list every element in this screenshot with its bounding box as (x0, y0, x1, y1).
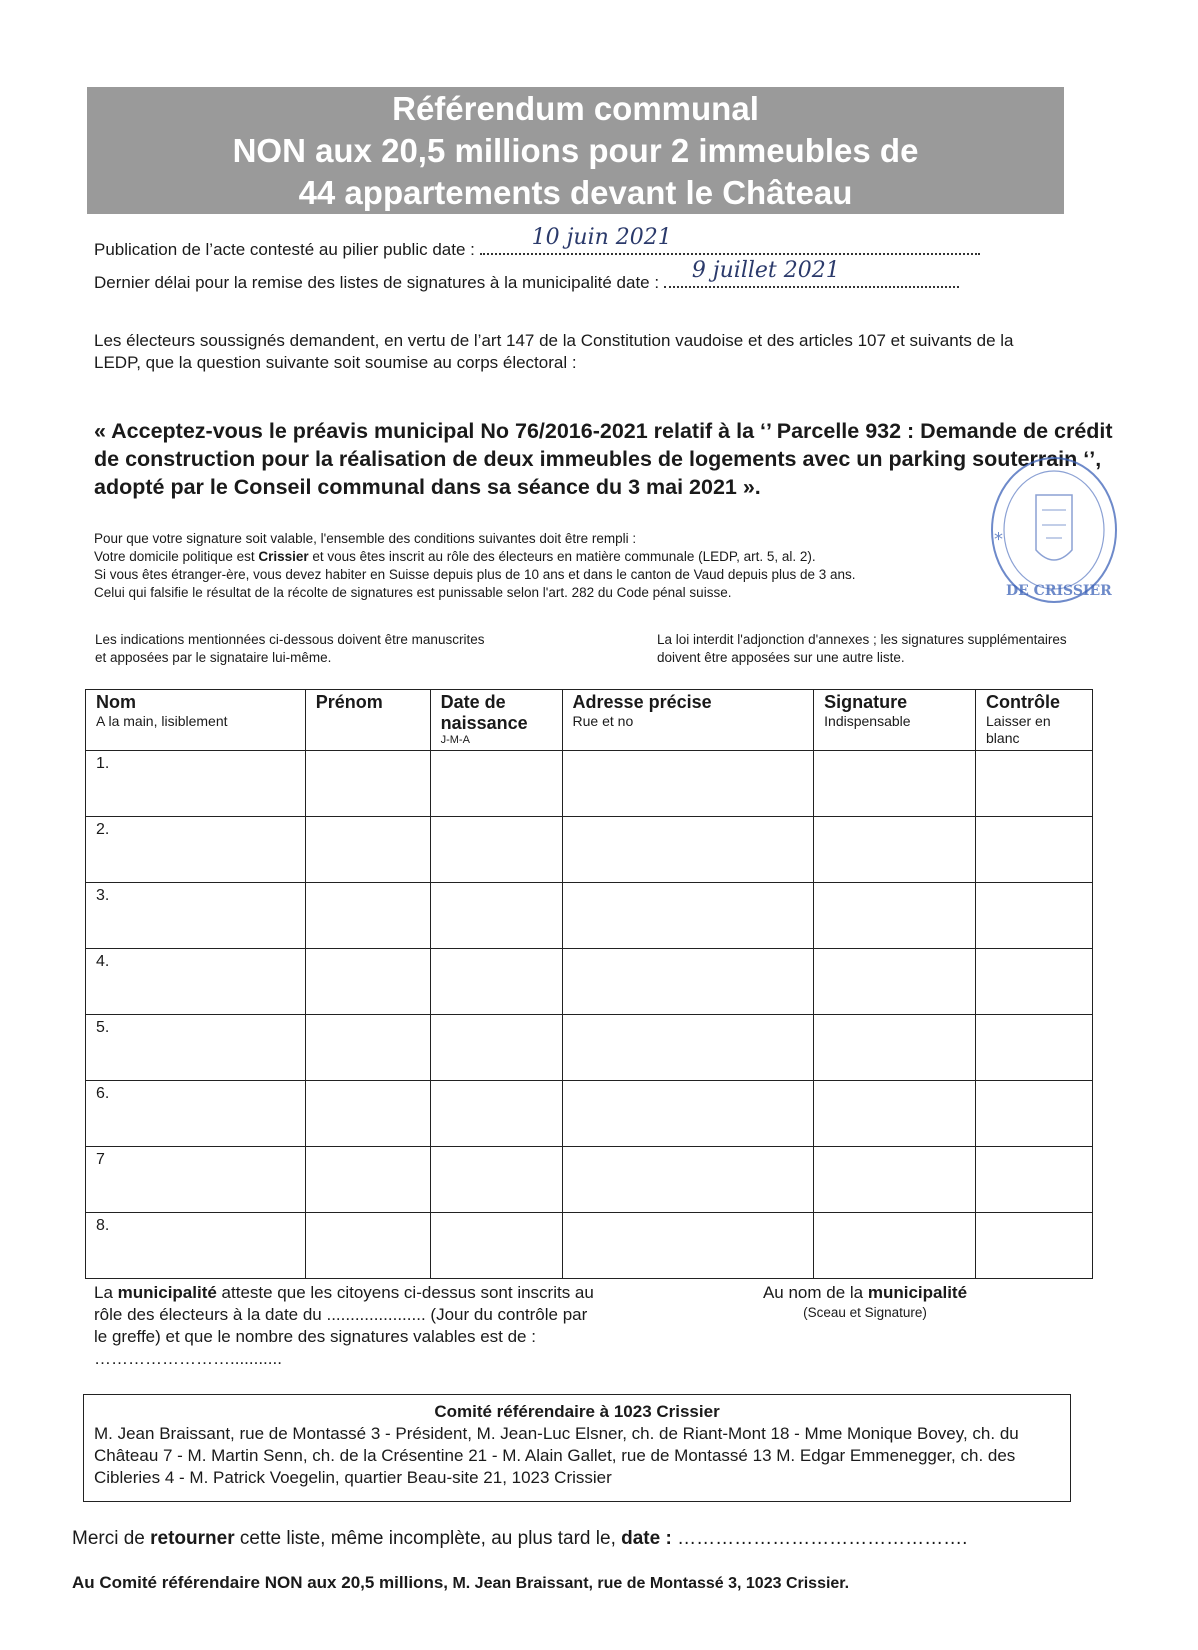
col-nom-sub: A la main, lisiblement (96, 713, 228, 729)
note-handwritten: Les indications mentionnées ci-dessous doivent être manuscrites et apposées par le signataire lui-même. (95, 632, 485, 665)
return-instruction (72, 1528, 967, 1550)
table-cell[interactable] (814, 751, 976, 817)
table-cell[interactable] (430, 1147, 562, 1213)
return-date-label: date : (621, 1528, 672, 1549)
table-cell[interactable] (305, 817, 430, 883)
table-cell[interactable] (814, 883, 976, 949)
table-cell (976, 883, 1093, 949)
col-date-naissance (430, 690, 562, 751)
condition-penalty: Celui qui falsifie le résultat de la récolte de signatures est punissable selon l'art. 282 du Code pénal suisse. (94, 585, 732, 600)
table-header-row (86, 690, 1093, 751)
table-cell[interactable] (430, 883, 562, 949)
return-address-committee: Au Comité référendaire NON aux 20,5 millions, (72, 1573, 449, 1592)
intro-paragraph: Les électeurs soussignés demandent, en vertu de l’art 147 de la Constitution vaudoise et des articles 107 et suivants de la LEDP, que la question suivante soit soumise au corps électoral : (94, 331, 1014, 372)
municipality-attestation (94, 1282, 604, 1370)
municipality-pre: Au nom de la (762, 1283, 868, 1302)
table-cell (976, 1015, 1093, 1081)
validity-conditions (94, 530, 1054, 602)
table-cell[interactable] (430, 751, 562, 817)
col-controle-sub: Laisser en blanc (986, 713, 1051, 746)
municipality-signature-block (720, 1282, 1010, 1322)
committee-box (83, 1394, 1071, 1502)
col-controle (976, 690, 1093, 751)
title-banner (87, 87, 1064, 214)
table-row (86, 1081, 1093, 1147)
row-number-cell[interactable]: 7 (86, 1147, 306, 1213)
banner-line-1: Référendum communal (392, 89, 759, 127)
table-cell[interactable] (305, 1213, 430, 1279)
deadline-label: Dernier délai pour la remise des listes de signatures à la municipalité date : (94, 273, 660, 292)
col-signature (814, 690, 976, 751)
table-cell[interactable] (305, 1147, 430, 1213)
table-cell (976, 751, 1093, 817)
attestation-bold: municipalité (117, 1283, 217, 1302)
condition-domicile (94, 548, 1054, 566)
return-address-person: M. Jean Braissant, rue de Montassé 3, 1023 Crissier. (448, 1575, 850, 1592)
svg-text:*: * (994, 529, 1003, 550)
table-row (86, 751, 1093, 817)
table-row (86, 883, 1093, 949)
table-cell[interactable] (562, 751, 814, 817)
table-cell[interactable] (430, 1213, 562, 1279)
col-adresse (562, 690, 814, 751)
return-address (72, 1573, 849, 1593)
committee-title: Comité référendaire à 1023 Crissier (434, 1402, 720, 1421)
table-cell[interactable] (562, 817, 814, 883)
table-cell[interactable] (430, 949, 562, 1015)
table-cell[interactable] (562, 1015, 814, 1081)
deadline-date-field[interactable] (664, 258, 959, 288)
col-date-title: Date de naissance (440, 692, 528, 733)
committee-members: M. Jean Braissant, rue de Montassé 3 - Président, M. Jean-Luc Elsner, ch. de Riant-Mont 18 - Mme Monique Bovey, ch. du Château 7 - M. Martin Senn, ch. de la Crésentine 21 - M. Alain Gallet, rue de Montassé 13 M. Edgar Emmenegger, ch. des Cibleries 4 - M. Patrick Voegelin, quartier Beau-site 21, 1023 Crissier (94, 1424, 1019, 1487)
deadline-handwritten-date: 9 juillet 2021 (691, 258, 840, 283)
publication-line (94, 225, 980, 260)
col-date-format: J-M-A (440, 734, 470, 746)
stamp-text: DE CRISSIER (1006, 583, 1112, 599)
col-prenom (305, 690, 430, 751)
table-cell[interactable] (305, 1015, 430, 1081)
table-cell[interactable] (814, 1015, 976, 1081)
table-cell (976, 1147, 1093, 1213)
attestation-post: atteste que les citoyens ci-dessus sont inscrits au rôle des électeurs à la date du ..................... (94, 1283, 594, 1324)
table-cell[interactable] (305, 751, 430, 817)
deadline-line (94, 258, 959, 293)
col-adresse-title: Adresse précise (572, 692, 712, 712)
col-nom (86, 690, 306, 751)
condition-foreigner: Si vous êtes étranger-ère, vous devez habiter en Suisse depuis plus de 10 ans et dans le canton de Vaud depuis plus de 3 ans. (94, 567, 856, 582)
referendum-question: « Acceptez-vous le préavis municipal No 76/2016-2021 relatif à la ‘’ Parcelle 932 : Demande de crédit de construction pour la réalisation de deux immeubles de logements avec un parking souterrain ‘’, adopté par le Conseil communal dans sa séance du 3 mai 2021 ». (94, 419, 1113, 499)
condition-domicile-bold: Crissier (258, 549, 309, 564)
signature-table (85, 689, 1093, 1279)
row-number-cell[interactable]: 1. (86, 751, 306, 817)
col-nom-title: Nom (96, 692, 136, 712)
row-number-cell[interactable]: 3. (86, 883, 306, 949)
table-cell[interactable] (305, 1081, 430, 1147)
table-cell[interactable] (814, 1081, 976, 1147)
table-cell[interactable] (562, 1213, 814, 1279)
table-cell[interactable] (305, 949, 430, 1015)
table-cell[interactable] (562, 949, 814, 1015)
table-cell[interactable] (430, 1015, 562, 1081)
table-cell[interactable] (814, 817, 976, 883)
table-cell[interactable] (305, 883, 430, 949)
col-adresse-sub: Rue et no (572, 713, 634, 729)
return-bold: retourner (150, 1528, 235, 1549)
table-cell[interactable] (562, 883, 814, 949)
attestation-line2: (Jour du contrôle par le greffe) et que le nombre des signatures valables est de : ……………………........... (94, 1305, 588, 1368)
publication-label: Publication de l’acte contesté au pilier public date : (94, 240, 475, 259)
municipal-stamp (984, 450, 1134, 625)
return-pre: Merci de (72, 1528, 151, 1549)
municipality-heading (720, 1282, 1010, 1304)
municipality-bold: municipalité (867, 1283, 968, 1302)
table-cell (976, 817, 1093, 883)
table-row (86, 817, 1093, 883)
table-cell[interactable] (814, 1213, 976, 1279)
col-prenom-title: Prénom (315, 692, 383, 712)
row-number-cell[interactable]: 2. (86, 817, 306, 883)
row-number-cell[interactable]: 6. (86, 1081, 306, 1147)
table-cell[interactable] (814, 949, 976, 1015)
table-cell[interactable] (562, 1081, 814, 1147)
attestation-pre: La (94, 1283, 118, 1302)
return-mid: cette liste, même incomplète, au plus tard le, (234, 1528, 622, 1549)
table-cell[interactable] (430, 1081, 562, 1147)
col-signature-sub: Indispensable (824, 713, 911, 729)
condition-domicile-post: et vous êtes inscrit au rôle des électeurs en matière communale (LEDP, art. 5, al. 2). (308, 549, 816, 564)
row-number-cell[interactable]: 5. (86, 1015, 306, 1081)
publication-date-field[interactable] (480, 225, 980, 255)
table-cell (976, 1081, 1093, 1147)
table-cell (976, 949, 1093, 1015)
table-row (86, 1015, 1093, 1081)
table-row (86, 1147, 1093, 1213)
col-controle-title: Contrôle (986, 692, 1061, 712)
condition-domicile-pre: Votre domicile politique est (94, 549, 259, 564)
table-row (86, 1213, 1093, 1279)
condition-intro: Pour que votre signature soit valable, l'ensemble des conditions suivantes doit être rempli : (94, 531, 637, 546)
publication-handwritten-date: 10 juin 2021 (531, 225, 672, 250)
municipality-seal-note: (Sceau et Signature) (803, 1305, 927, 1320)
table-cell (976, 1213, 1093, 1279)
col-signature-title: Signature (824, 692, 908, 712)
row-number-cell[interactable]: 8. (86, 1213, 306, 1279)
table-row (86, 949, 1093, 1015)
table-cell[interactable] (430, 817, 562, 883)
table-cell[interactable] (562, 1147, 814, 1213)
banner-line-2: NON aux 20,5 millions pour 2 immeubles de (232, 131, 919, 169)
return-date-field[interactable]: ………………………………………. (671, 1528, 968, 1549)
row-number-cell[interactable]: 4. (86, 949, 306, 1015)
note-annexes: La loi interdit l'adjonction d'annexes ; les signatures supplémentaires doivent être apposées sur une autre liste. (657, 632, 1067, 665)
table-cell[interactable] (814, 1147, 976, 1213)
banner-line-3: 44 appartements devant le Château (298, 173, 853, 211)
